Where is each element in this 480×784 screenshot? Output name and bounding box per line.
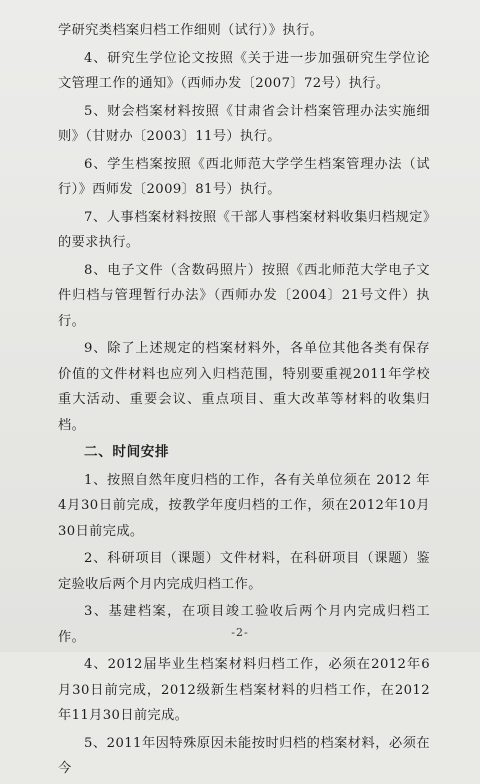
paragraph: 6、学生档案按照《西北师范大学学生档案管理办法（试行）》西师发〔2009〕81号）执行。 — [58, 156, 430, 197]
paragraph: 5、2011年因特殊原因未能按时归档的档案材料，必须在今 — [58, 735, 430, 776]
paragraph: 1、按照自然年度归档的工作，各有关单位须在 2012 年 4月30日前完成，按教学年度归档的工作，须在2012年10月30日前完成。 — [58, 472, 430, 539]
section-heading: 二、时间安排 — [84, 444, 170, 460]
paragraph: 9、除了上述规定的档案材料外，各单位其他各类有保存价值的文件材料也应列入归档范围，特别要重视2011年学校重大活动、重要会议、重点项目、重大改革等材料的收集归档。 — [58, 341, 430, 433]
paragraph: 4、2012届毕业生档案材料归档工作，必须在2012年6月30日前完成，2012级新生档案材料的归档工作，在2012年11月30日前完成。 — [58, 657, 430, 723]
paragraph: 学研究类档案归档工作细则（试行）》执行。 — [58, 23, 324, 38]
page-number: -2- — [231, 626, 249, 639]
paragraph: 7、人事档案材料按照《干部人事档案材料收集归档规定》的要求执行。 — [58, 209, 430, 250]
paragraph: 5、财会档案材料按照《甘肃省会计档案管理办法实施细则》（甘财办〔2003〕11号）执行。 — [58, 103, 430, 144]
paragraph: 8、电子文件（含数码照片）按照《西北师范大学电子文件归档与管理暂行办法》（西师办发〔2004〕21号文件）执行。 — [58, 262, 430, 329]
paragraph: 3、基建档案，在项目竣工验收后两个月内完成归档工作。 — [58, 604, 430, 645]
paragraph: 4、研究生学位论文按照《关于进一步加强研究生学位论文管理工作的通知》（西师办发〔2007〕72号）执行。 — [58, 50, 430, 91]
document-body — [0, 18, 480, 784]
paragraph: 2、科研项目（课题）文件材料，在科研项目（课题）鉴定验收后两个月内完成归档工作。 — [58, 551, 430, 592]
